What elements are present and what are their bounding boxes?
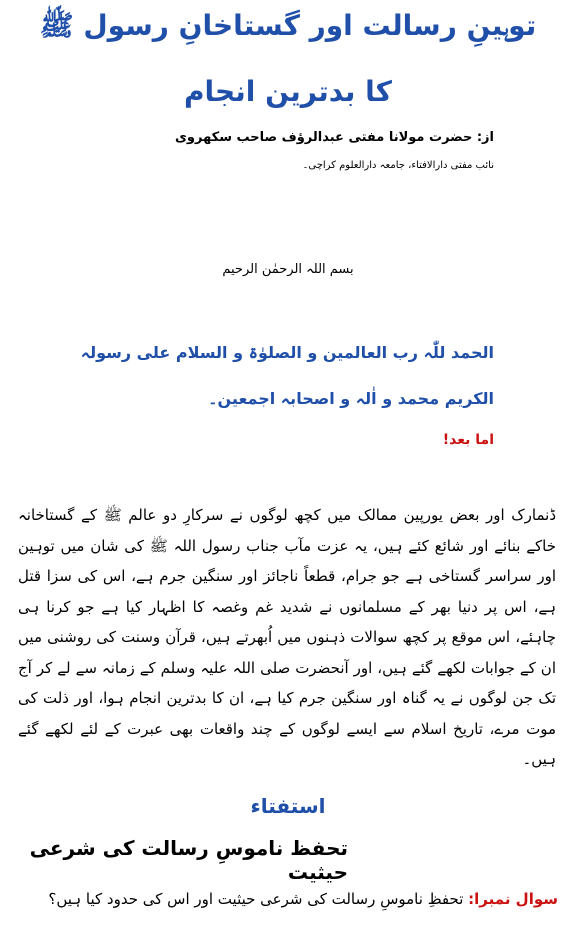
question-1	[48, 890, 558, 908]
author-position: نائب مفتی دارالافتاء، جامعہ دارالعلوم کراچی۔	[302, 160, 494, 171]
author-line: از: حضرت مولانا مفتی عبدالرؤف صاحب سکھروی	[174, 130, 494, 145]
istifta-heading: استفتاء	[250, 794, 326, 818]
body-paragraph: ڈنمارک اور بعض یورپین ممالک میں کچھ لوگوں نے سرکارِ دو عالم ﷺ کے گستاخانہ خاکے بنائے اور شائع کئے ہیں، یہ عزت مآب جناب رسول اللہ ﷺ کی شان میں توہین اور سراسر گستاخی ہے جو جرام، قطعاً ناجائز اور سنگین جرم ہے، اس کی سزا قتل ہے، اس پر دنیا بھر کے مسلمانوں نے شدید غم وغصہ کا اظہار کیا ہے جو کرنا ہی چاہئے، اس موقع پر کچھ سوالات ذہنوں میں اُبھرتے ہیں، قرآن وسنت کی روشنی میں ان کے جوابات لکھے گئے ہیں، اور آنحضرت صلی اللہ علیہ وسلم کے زمانہ سے لے کر آج تک جن لوگوں نے یہ گناہ اور سنگین جرم کیا ہے، ان کا بدترین انجام ہوا، اور ذلت کی موت مرے، تاریخ اسلام سے ایسے لوگوں کے چند واقعات بھی عبرت کے لئے لکھے گئے ہیں۔	[18, 506, 556, 768]
arabic-praise-line2: الکریم محمد و اٰلہ و اصحابہ اجمعین۔	[208, 389, 494, 408]
arabic-praise-line1: الحمد للّٰہ رب العالمین و الصلوٰۃ و السلام علی رسولہ	[80, 343, 494, 362]
question-label: سوال نمبرا:	[468, 890, 558, 908]
article-title-line1: توہینِ رسالت اور گستاخانِ رسول ﷺ	[39, 9, 537, 42]
article-title-line2: کا بدترین انجام	[184, 75, 392, 108]
amma-bad: اما بعد!	[442, 432, 494, 448]
bismillah: بسم اللہ الرحمٰن الرحیم	[222, 262, 354, 277]
question-text: تحفظِ ناموسِ رسالت کی شرعی حیثیت اور اس کی حدود کیا ہیں؟	[48, 890, 464, 908]
section-subheading: تحفظ ناموسِ رسالت کی شرعی حیثیت	[29, 836, 348, 884]
